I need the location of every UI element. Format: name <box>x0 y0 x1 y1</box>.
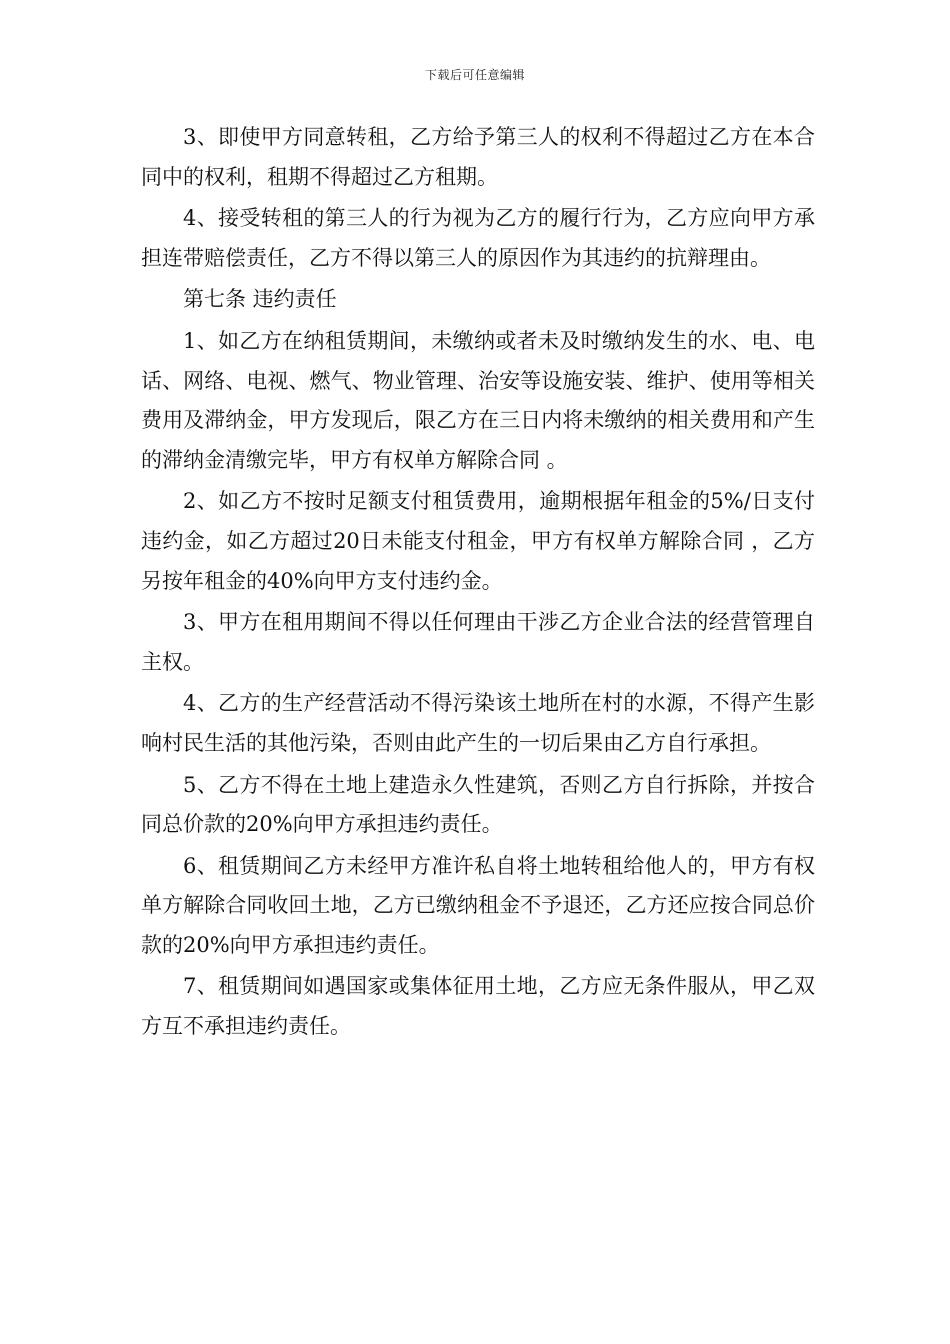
clause-paragraph: 6、租赁期间乙方未经甲方准许私自将土地转租给他人的，甲方有权单方解除合同收回土地，乙方已缴纳租金不予退还，乙方还应按合同总价款的20%向甲方承担违约责任。 <box>141 853 815 957</box>
clause-paragraph: 4、乙方的生产经营活动不得污染该土地所在村的水源，不得产生影响村民生活的其他污染，否则由此产生的一切后果由乙方自行承担。 <box>141 691 815 755</box>
clause-paragraph: 3、甲方在租用期间不得以任何理由干涉乙方企业合法的经营管理自主权。 <box>141 610 815 674</box>
clause-paragraph: 2、如乙方不按时足额支付租赁费用，逾期根据年租金的5%/日支付违约金，如乙方超过20日未能支付租金，甲方有权单方解除合同 ，乙方另按年租金的40%向甲方支付违约金。 <box>141 489 815 593</box>
document-body <box>141 118 815 1049</box>
page-header: 下载后可任意编辑 <box>424 68 525 82</box>
clause-paragraph: 7、租赁期间如遇国家或集体征用土地，乙方应无条件服从，甲乙双方互不承担违约责任。 <box>141 974 815 1039</box>
section-heading: 第七条 违约责任 <box>183 287 337 312</box>
clause-paragraph: 5、乙方不得在土地上建造永久性建筑，否则乙方自行拆除，并按合同总价款的20%向甲方承担违约责任。 <box>141 772 815 837</box>
clause-paragraph: 4、接受转租的第三人的行为视为乙方的履行行为，乙方应向甲方承担连带赔偿责任，乙方不得以第三人的原因作为其违约的抗辩理由。 <box>141 206 815 270</box>
clause-paragraph: 1、如乙方在纳租赁期间，未缴纳或者未及时缴纳发生的水、电、电话、网络、电视、燃气、物业管理、治安等设施安装、维护、使用等相关费用及滞纳金，甲方发现后，限乙方在三日内将未缴纳的相关费用和产生的滞纳金清缴完毕，甲方有权单方解除合同 。 <box>141 328 815 472</box>
clause-paragraph: 3、即使甲方同意转租，乙方给予第三人的权利不得超过乙方在本合同中的权利，租期不得超过乙方租期。 <box>141 125 815 189</box>
